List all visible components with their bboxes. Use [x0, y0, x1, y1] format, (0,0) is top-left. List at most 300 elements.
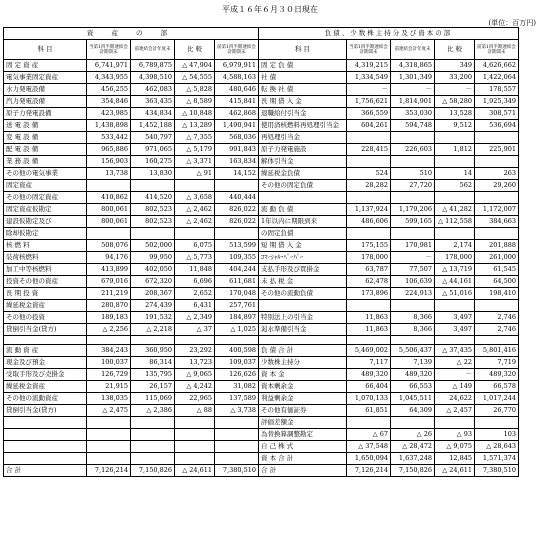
asset-value-cell: 965,886	[87, 144, 131, 156]
liability-value-cell	[391, 192, 435, 204]
asset-value-cell: △ 24,611	[175, 465, 215, 477]
asset-value-cell: 533,442	[87, 132, 131, 144]
liability-value-cell	[475, 417, 519, 429]
liability-item-cell: 解体引当金	[259, 156, 347, 168]
asset-value-cell: △ 2,256	[87, 324, 131, 336]
asset-value-cell: 1,438,898	[87, 120, 131, 132]
asset-value-cell: 126,626	[215, 369, 259, 381]
asset-value-cell	[87, 453, 131, 465]
table-row	[4, 324, 519, 336]
asset-item-cell: 投資その他の資産	[4, 276, 87, 288]
asset-value-cell: 413,899	[87, 264, 131, 276]
asset-value-cell: 456,255	[87, 84, 131, 96]
asset-value-cell: 156,903	[87, 156, 131, 168]
liability-value-cell: 261,000	[475, 252, 519, 264]
liability-item-cell: 1年以内に期限到来	[259, 216, 347, 228]
asset-value-cell: 26,157	[131, 381, 175, 393]
asset-value-cell: △ 2,462	[175, 204, 215, 216]
liability-value-cell	[347, 156, 391, 168]
table-row	[4, 453, 519, 465]
liability-value-cell: 64,500	[475, 276, 519, 288]
asset-value-cell: 160,275	[131, 156, 175, 168]
liability-item-cell: 長 期 借 入 金	[259, 96, 347, 108]
asset-item-cell: 長 期 投 資	[4, 288, 87, 300]
liability-item-cell: 退職給付引当金	[259, 108, 347, 120]
asset-value-cell: 7,380,510	[215, 465, 259, 477]
asset-item-cell: 繰延税金資産	[4, 381, 87, 393]
liability-item-cell	[259, 336, 347, 345]
liability-value-cell: 106,639	[391, 276, 435, 288]
liability-value-cell	[391, 132, 435, 144]
table-row	[4, 120, 519, 132]
asset-item-cell: 変 電 設 備	[4, 132, 87, 144]
liability-value-cell	[475, 228, 519, 240]
asset-value-cell: 4,588,163	[215, 72, 259, 84]
liability-value-cell: 2,746	[475, 324, 519, 336]
table-row	[4, 108, 519, 120]
liability-value-cell: －	[435, 369, 475, 381]
liability-value-cell: 33,200	[435, 72, 475, 84]
liability-item-cell: 繰延税金負債	[259, 168, 347, 180]
liability-value-cell: △ 93	[435, 429, 475, 441]
liability-value-cell	[391, 336, 435, 345]
asset-value-cell	[87, 441, 131, 453]
liability-value-cell: △ 13,719	[435, 264, 475, 276]
liability-item-cell: 再処理引当金	[259, 132, 347, 144]
liability-value-cell: 4,319,215	[347, 60, 391, 72]
liability-value-cell: 510	[391, 168, 435, 180]
liability-value-cell: 201,888	[475, 240, 519, 252]
liability-value-cell: 594,748	[391, 120, 435, 132]
liability-value-cell: －	[435, 84, 475, 96]
liability-value-cell	[347, 228, 391, 240]
table-row	[4, 240, 519, 252]
liability-item-cell: 支払手形及び買掛金	[259, 264, 347, 276]
liability-value-cell: 178,000	[435, 252, 475, 264]
balance-sheet-table	[3, 27, 519, 477]
asset-value-cell: 6,696	[175, 276, 215, 288]
liability-value-cell: 8,366	[391, 312, 435, 324]
liability-value-cell	[347, 192, 391, 204]
table-row	[4, 405, 519, 417]
liability-value-cell: 14	[435, 168, 475, 180]
table-row	[4, 132, 519, 144]
table-row	[4, 192, 519, 204]
liability-item-cell: 評価差額金	[259, 417, 347, 429]
liability-value-cell: 178,000	[347, 252, 391, 264]
liability-item-cell: 流 動 負 債	[259, 204, 347, 216]
liability-item-cell: の固定負債	[259, 228, 347, 240]
liability-value-cell: 489,320	[391, 369, 435, 381]
asset-value-cell: 170,048	[215, 288, 259, 300]
asset-value-cell	[87, 180, 131, 192]
liability-value-cell: 536,694	[475, 120, 519, 132]
asset-item-cell: その他の流動資産	[4, 393, 87, 405]
liability-value-cell	[391, 417, 435, 429]
liability-value-cell: 5,801,416	[475, 345, 519, 357]
asset-item-cell: 水力発電設備	[4, 84, 87, 96]
asset-item-cell	[4, 429, 87, 441]
liability-value-cell	[475, 300, 519, 312]
liability-item-cell: 負 債 合 計	[259, 345, 347, 357]
asset-value-cell: △ 2,218	[131, 324, 175, 336]
liability-value-cell: 224,913	[391, 288, 435, 300]
table-row	[4, 465, 519, 477]
liability-value-cell: 8,366	[391, 324, 435, 336]
asset-value-cell: △ 2,475	[87, 405, 131, 417]
asset-value-cell: 7,150,826	[131, 465, 175, 477]
asset-value-cell: 4,398,510	[131, 72, 175, 84]
col-current-right: 当第1四半期連結会計期間末	[347, 40, 391, 60]
asset-value-cell	[215, 228, 259, 240]
liability-value-cell: 1,070,133	[347, 393, 391, 405]
asset-value-cell: 280,870	[87, 300, 131, 312]
asset-item-cell: 固定資産仮勘定	[4, 204, 87, 216]
liability-value-cell: 7,380,510	[475, 465, 519, 477]
asset-item-cell: 固定資産	[4, 180, 87, 192]
asset-item-cell: 電気事業固定資産	[4, 72, 87, 84]
liability-value-cell: 308,571	[475, 108, 519, 120]
asset-item-cell: 除却仮勘定	[4, 228, 87, 240]
asset-item-cell: 核 燃 料	[4, 240, 87, 252]
asset-value-cell: 2,652	[175, 288, 215, 300]
liability-item-cell: 渇水準備引当金	[259, 324, 347, 336]
col-prevend-right: 前連結会計年度末	[391, 40, 435, 60]
asset-value-cell: 971,065	[131, 144, 175, 156]
liability-value-cell: 61,545	[475, 264, 519, 276]
asset-value-cell: 99,950	[131, 252, 175, 264]
asset-value-cell: 211,219	[87, 288, 131, 300]
asset-value-cell: 826,022	[215, 216, 259, 228]
asset-value-cell: 126,729	[87, 369, 131, 381]
liability-value-cell: 1,137,924	[347, 204, 391, 216]
liability-value-cell	[435, 156, 475, 168]
asset-value-cell: 384,243	[87, 345, 131, 357]
liability-value-cell: 1,422,064	[475, 72, 519, 84]
liability-value-cell: 1,045,511	[391, 393, 435, 405]
liability-item-cell: 未 払 税 金	[259, 276, 347, 288]
asset-value-cell: 802,523	[131, 204, 175, 216]
asset-value-cell: △ 5,179	[175, 144, 215, 156]
asset-value-cell: 410,862	[87, 192, 131, 204]
table-row	[4, 168, 519, 180]
asset-value-cell	[215, 417, 259, 429]
asset-value-cell: 679,016	[87, 276, 131, 288]
table-row	[4, 72, 519, 84]
liability-value-cell: 7,139	[391, 357, 435, 369]
asset-value-cell: 23,292	[175, 345, 215, 357]
asset-value-cell: 800,061	[87, 216, 131, 228]
unit-label: (単位：百万円)	[488, 19, 536, 27]
asset-value-cell: △ 2,462	[175, 216, 215, 228]
liability-item-cell: 自 己 株 式	[259, 441, 347, 453]
asset-value-cell: 13,738	[87, 168, 131, 180]
column-header-row	[4, 40, 519, 60]
table-row	[4, 393, 519, 405]
asset-value-cell: 363,435	[131, 96, 175, 108]
asset-item-cell: 合 計	[4, 465, 87, 477]
liability-value-cell: 28,282	[347, 180, 391, 192]
liability-value-cell: 1,925,349	[475, 96, 519, 108]
liability-value-cell	[475, 336, 519, 345]
asset-item-cell: その他の固定資産	[4, 192, 87, 204]
liability-value-cell: 198,410	[475, 288, 519, 300]
liability-value-cell: △ 37,435	[435, 345, 475, 357]
asset-value-cell: 404,244	[215, 264, 259, 276]
liability-value-cell	[347, 300, 391, 312]
asset-value-cell	[175, 453, 215, 465]
liability-value-cell: 3,497	[435, 324, 475, 336]
asset-value-cell: △ 37	[175, 324, 215, 336]
liability-value-cell: 1,814,901	[391, 96, 435, 108]
liability-value-cell: 26,770	[475, 405, 519, 417]
liability-value-cell: 1,812	[435, 144, 475, 156]
liability-value-cell: 562	[435, 180, 475, 192]
liability-value-cell: 4,626,662	[475, 60, 519, 72]
liability-item-cell	[259, 300, 347, 312]
asset-item-cell: 建設仮勘定及び	[4, 216, 87, 228]
asset-item-cell: その他の電気事業	[4, 168, 87, 180]
asset-value-cell	[131, 429, 175, 441]
table-row	[4, 204, 519, 216]
liability-item-cell: 使用済核燃料再処理引当金	[259, 120, 347, 132]
asset-value-cell: △ 13,289	[175, 120, 215, 132]
asset-item-cell: 原子力発電設備	[4, 108, 87, 120]
asset-value-cell: △ 5,773	[175, 252, 215, 264]
asset-value-cell	[131, 453, 175, 465]
liability-value-cell: 27,720	[391, 180, 435, 192]
col-prevend-left: 前連結会計年度末	[131, 40, 175, 60]
liability-value-cell: 599,165	[391, 216, 435, 228]
asset-value-cell: 137,589	[215, 393, 259, 405]
asset-item-cell: 固 定 資 産	[4, 60, 87, 72]
asset-value-cell: 440,444	[215, 192, 259, 204]
asset-value-cell	[215, 453, 259, 465]
liability-value-cell: 173,896	[347, 288, 391, 300]
asset-value-cell: 6,075	[175, 240, 215, 252]
asset-value-cell	[175, 180, 215, 192]
liability-value-cell: 489,320	[347, 369, 391, 381]
asset-value-cell: △ 10,848	[175, 108, 215, 120]
liability-value-cell: 384,663	[475, 216, 519, 228]
liability-value-cell: △ 44,161	[435, 276, 475, 288]
liability-value-cell: 604,261	[347, 120, 391, 132]
asset-value-cell: 802,523	[131, 216, 175, 228]
asset-value-cell	[215, 441, 259, 453]
asset-item-cell: 汽力発電設備	[4, 96, 87, 108]
liability-value-cell: △ 28,643	[475, 441, 519, 453]
col-current-left: 当第1四半期連結会計期間末	[87, 40, 131, 60]
liability-value-cell: 62,478	[347, 276, 391, 288]
liability-value-cell: 1,650,094	[347, 453, 391, 465]
asset-value-cell: △ 8,589	[175, 96, 215, 108]
liability-value-cell	[347, 417, 391, 429]
liability-value-cell	[435, 300, 475, 312]
liability-value-cell: 66,404	[347, 381, 391, 393]
asset-value-cell: 462,083	[131, 84, 175, 96]
asset-value-cell	[131, 228, 175, 240]
table-row	[4, 276, 519, 288]
asset-value-cell: △ 91	[175, 168, 215, 180]
liability-value-cell: 2,746	[475, 312, 519, 324]
asset-item-cell	[4, 453, 87, 465]
asset-value-cell: △ 54,555	[175, 72, 215, 84]
liability-value-cell: △ 51,016	[435, 288, 475, 300]
liability-value-cell: 489,320	[475, 369, 519, 381]
asset-value-cell: 257,761	[215, 300, 259, 312]
asset-value-cell: 184,897	[215, 312, 259, 324]
table-row	[4, 228, 519, 240]
asset-value-cell: 400,598	[215, 345, 259, 357]
asset-value-cell	[175, 441, 215, 453]
liability-value-cell: 64,309	[391, 405, 435, 417]
table-row	[4, 312, 519, 324]
liability-value-cell: 1,017,244	[475, 393, 519, 405]
liability-value-cell	[475, 156, 519, 168]
asset-item-cell: 配 電 設 備	[4, 144, 87, 156]
col-item-right: 科 目	[259, 40, 347, 60]
table-row	[4, 84, 519, 96]
liability-value-cell: 1,179,206	[391, 204, 435, 216]
liability-value-cell	[347, 336, 391, 345]
col-compare-right: 比 較	[435, 40, 475, 60]
asset-value-cell	[215, 180, 259, 192]
liability-value-cell: 103	[475, 429, 519, 441]
liability-item-cell: 資 本 金	[259, 369, 347, 381]
liability-value-cell: 11,863	[347, 324, 391, 336]
asset-value-cell: △ 5,828	[175, 84, 215, 96]
asset-value-cell: 480,646	[215, 84, 259, 96]
liability-value-cell: 7,117	[347, 357, 391, 369]
table-row	[4, 96, 519, 108]
asset-value-cell: △ 47,904	[175, 60, 215, 72]
table-row	[4, 156, 519, 168]
asset-value-cell: 31,082	[215, 381, 259, 393]
liability-value-cell: 228,415	[347, 144, 391, 156]
liability-value-cell: △ 41,282	[435, 204, 475, 216]
asset-value-cell	[87, 336, 131, 345]
liability-value-cell: △ 28,472	[391, 441, 435, 453]
liability-item-cell: 原子力発電施設	[259, 144, 347, 156]
liability-value-cell: 170,981	[391, 240, 435, 252]
asset-value-cell: △ 7,355	[175, 132, 215, 144]
asset-value-cell: 1,452,188	[131, 120, 175, 132]
asset-value-cell: 100,037	[87, 357, 131, 369]
liability-value-cell: 9,512	[435, 120, 475, 132]
liability-value-cell: 5,506,437	[391, 345, 435, 357]
liability-item-cell: その他の固定負債	[259, 180, 347, 192]
asset-value-cell: 6,789,875	[131, 60, 175, 72]
table-row	[4, 288, 519, 300]
liability-value-cell	[347, 132, 391, 144]
liability-value-cell	[475, 192, 519, 204]
asset-value-cell	[87, 417, 131, 429]
asset-item-cell: 流 動 資 産	[4, 345, 87, 357]
asset-item-cell: 現金及び預金	[4, 357, 87, 369]
asset-value-cell: 360,950	[131, 345, 175, 357]
asset-item-cell: 加工中等核燃料	[4, 264, 87, 276]
liability-value-cell: 1,301,349	[391, 72, 435, 84]
asset-value-cell: 1,490,941	[215, 120, 259, 132]
asset-value-cell: 6,741,971	[87, 60, 131, 72]
liability-value-cell: 7,150,826	[391, 465, 435, 477]
liability-value-cell: 2,174	[435, 240, 475, 252]
asset-value-cell	[87, 228, 131, 240]
liabilities-section-header: 負債、少数株主持分及び資本の部	[259, 28, 519, 40]
liability-item-cell	[259, 192, 347, 204]
asset-item-cell: 貸倒引当金(貸方)	[4, 405, 87, 417]
asset-value-cell: 513,599	[215, 240, 259, 252]
asset-value-cell: 94,176	[87, 252, 131, 264]
liability-value-cell	[435, 132, 475, 144]
liability-value-cell: △ 112,558	[435, 216, 475, 228]
liability-value-cell: 225,901	[475, 144, 519, 156]
asset-value-cell: 462,868	[215, 108, 259, 120]
liability-value-cell: 1,637,248	[391, 453, 435, 465]
liability-value-cell: 175,155	[347, 240, 391, 252]
asset-value-cell: 86,314	[131, 357, 175, 369]
table-row	[4, 180, 519, 192]
report-date-title: 平成１６年６月３０日現在	[222, 5, 318, 14]
liability-value-cell	[435, 417, 475, 429]
asset-item-cell: 貸倒引当金(貸方)	[4, 324, 87, 336]
asset-value-cell: △ 9,065	[175, 369, 215, 381]
liability-value-cell	[435, 228, 475, 240]
table-row	[4, 216, 519, 228]
asset-value-cell: △ 88	[175, 405, 215, 417]
asset-value-cell: 109,355	[215, 252, 259, 264]
table-row	[4, 381, 519, 393]
liability-value-cell: 61,851	[347, 405, 391, 417]
asset-item-cell: 繰延税金資産	[4, 300, 87, 312]
asset-value-cell	[131, 336, 175, 345]
col-compare-left: 比 較	[175, 40, 215, 60]
liability-value-cell: 7,126,214	[347, 465, 391, 477]
asset-item-cell	[4, 336, 87, 345]
asset-value-cell: 540,797	[131, 132, 175, 144]
asset-value-cell: 21,915	[87, 381, 131, 393]
liability-value-cell: △ 24,611	[435, 465, 475, 477]
table-row	[4, 345, 519, 357]
section-header-row	[4, 28, 519, 40]
liability-item-cell: 短 期 借 入 金	[259, 240, 347, 252]
asset-value-cell: 611,681	[215, 276, 259, 288]
asset-item-cell: その他の投資	[4, 312, 87, 324]
asset-value-cell	[175, 417, 215, 429]
liability-value-cell: 5,469,002	[347, 345, 391, 357]
liability-value-cell: 24,622	[435, 393, 475, 405]
asset-value-cell	[215, 429, 259, 441]
asset-value-cell: 991,843	[215, 144, 259, 156]
asset-value-cell: 13,723	[175, 357, 215, 369]
asset-value-cell	[175, 228, 215, 240]
liability-value-cell: 1,571,374	[475, 453, 519, 465]
table-row	[4, 429, 519, 441]
liability-value-cell	[391, 156, 435, 168]
asset-value-cell: 13,830	[131, 168, 175, 180]
liability-value-cell: 1,756,621	[347, 96, 391, 108]
liability-value-cell: 524	[347, 168, 391, 180]
table-row	[4, 336, 519, 345]
asset-value-cell: △ 3,738	[215, 405, 259, 417]
asset-value-cell: 354,846	[87, 96, 131, 108]
liability-item-cell: 為替換算調整勘定	[259, 429, 347, 441]
liability-value-cell: △ 58,280	[435, 96, 475, 108]
table-row	[4, 357, 519, 369]
liability-item-cell: 少数株主持分	[259, 357, 347, 369]
table-row	[4, 60, 519, 72]
liability-value-cell: 7,719	[475, 357, 519, 369]
